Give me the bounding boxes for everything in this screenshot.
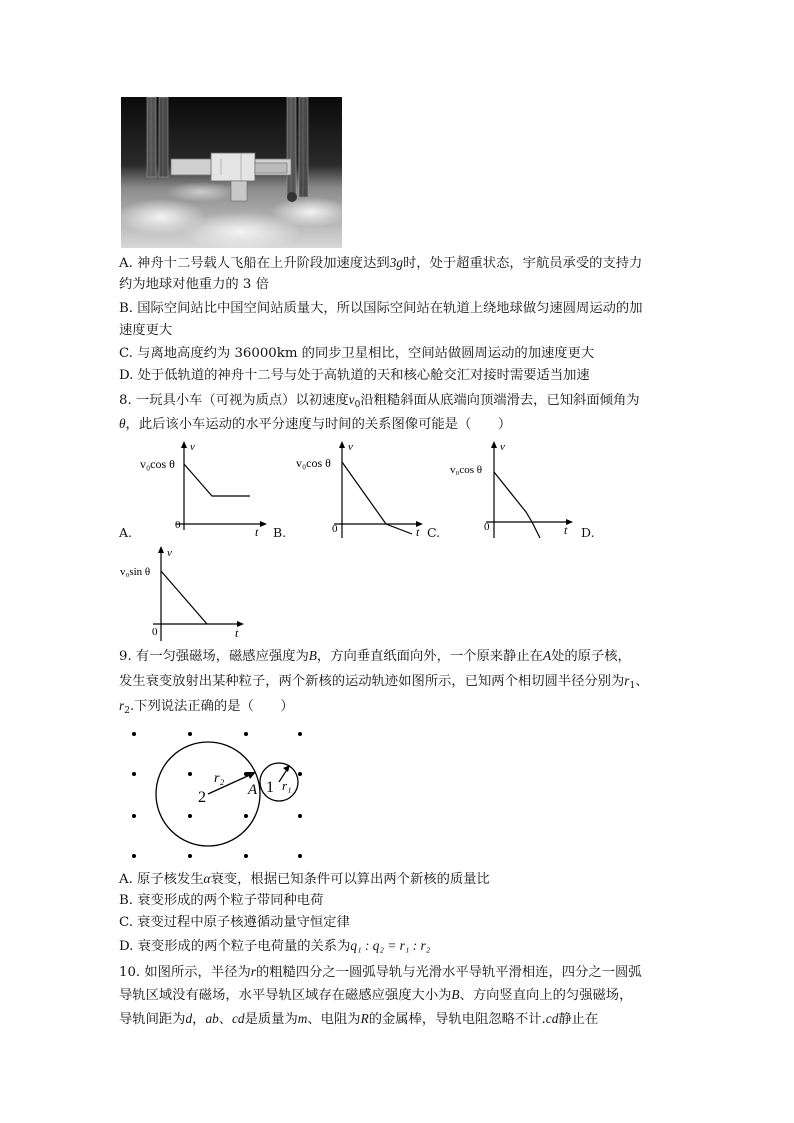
track-1-label: 1 <box>266 779 274 796</box>
origin-label: 0 <box>175 519 181 531</box>
q8-option-c-letter: C. <box>427 525 441 540</box>
svg-text:v₀cos θ: v₀cos θ <box>450 464 483 476</box>
q9-stem-line2: 发生衰变放射出某种粒子，两个新核的运动轨迹如图所示，已知两个相切圆半径分别为$r_1$、 <box>119 673 649 691</box>
space-station-photo <box>121 97 342 248</box>
q7-option-c: C. 与离地高度约为 36000km 的同步卫星相比，空间站做圆周运动的加速度更大 <box>119 346 595 361</box>
q9-stem-line3: $r_2$.下列说法正确的是（ ） <box>119 698 294 716</box>
r2-label: r₂ <box>214 771 225 786</box>
q10-stem-line2: 导轨区域没有磁场，水平导轨区域存在磁感应强度大小为B、方向竖直向上的匀强磁场， <box>119 987 633 1003</box>
q8-stem-line1: 8. 一玩具小车（可视为质点）以初速度$v_0$沿粗糙斜面从底端向顶端滑去，已知斜面倾角为 <box>119 392 640 410</box>
svg-text:t: t <box>235 626 239 640</box>
r1-label: r₁ <box>282 778 292 793</box>
q10-stem-line3: 导轨间距为d，ab、cd是质量为m、电阻为R的金属棒，导轨电阻忽略不计.cd静止在 <box>119 1011 599 1027</box>
velocity-curve <box>342 462 412 534</box>
svg-text:0: 0 <box>484 521 490 533</box>
q10-stem-line1: 10. 如图所示，半径为r的粗糙四分之一圆弧导轨与光滑水平导轨平滑相连，四分之一圆弧 <box>119 964 642 980</box>
svg-text:v: v <box>167 547 172 559</box>
point-a-label: A <box>248 782 258 798</box>
q7-option-b-line2: 速度更大 <box>119 323 173 338</box>
q7-option-a-line1: A. 神舟十二号载人飞船在上升阶段加速度达到3g时，处于超重状态，宇航员承受的支持力 <box>119 255 643 271</box>
svg-text:v: v <box>348 441 353 453</box>
q9-option-b: B. 衰变形成的两个粒子带同种电荷 <box>119 893 324 908</box>
q8-graph-d <box>119 545 249 645</box>
q9-option-a: A. 原子核发生α衰变，根据已知条件可以算出两个新核的质量比 <box>119 871 490 887</box>
q8-option-a-letter: A. <box>119 525 133 540</box>
q9-magnetic-field-figure <box>124 724 308 864</box>
q8-graph-b <box>294 440 428 540</box>
v-label: v <box>190 441 195 453</box>
v0cos-label: v₀cos θ <box>140 457 175 471</box>
q8-option-d-letter: D. <box>581 525 595 540</box>
x-axis-arrow <box>260 521 267 527</box>
field-dots <box>132 732 302 858</box>
q8-graph-a <box>140 440 270 540</box>
q7-option-a-line2: 约为地球对他重力的 3 倍 <box>119 277 269 292</box>
t-label: t <box>255 525 259 539</box>
svg-text:v₀cos θ: v₀cos θ <box>296 456 331 470</box>
svg-text:v: v <box>500 441 505 453</box>
q8-stem-line2: θ，此后该小车运动的水平分速度与时间的关系图像可能是（ ） <box>119 416 512 432</box>
svg-text:t: t <box>416 525 420 539</box>
svg-text:0: 0 <box>332 523 338 535</box>
q8-option-b-letter: B. <box>273 525 287 540</box>
q7-option-d: D. 处于低轨道的神舟十二号与处于高轨道的天和核心舱交汇对接时需要适当加速 <box>119 368 590 383</box>
q9-option-d: D. 衰变形成的两个粒子电荷量的关系为q₁ : q₂ = r₁ : r₂ <box>119 938 431 954</box>
velocity-curve <box>161 571 207 624</box>
q9-stem-line1: 9. 有一匀强磁场，磁感应强度为B，方向垂直纸面向外，一个原来静止在A处的原子核， <box>119 648 631 664</box>
q9-option-c: C. 衰变过程中原子核遵循动量守恒定律 <box>119 915 350 930</box>
svg-text:t: t <box>564 523 568 537</box>
q8-graph-c <box>448 440 578 540</box>
track-2-label: 2 <box>198 789 206 806</box>
velocity-curve <box>494 472 540 538</box>
svg-text:v₀sin θ: v₀sin θ <box>120 566 151 578</box>
svg-text:0: 0 <box>152 626 158 638</box>
q7-option-b-line1: B. 国际空间站比中国空间站质量大，所以国际空间站在轨道上绕地球做匀速圆周运动的加 <box>119 301 643 316</box>
velocity-curve <box>184 464 250 496</box>
y-axis-arrow <box>181 441 187 448</box>
